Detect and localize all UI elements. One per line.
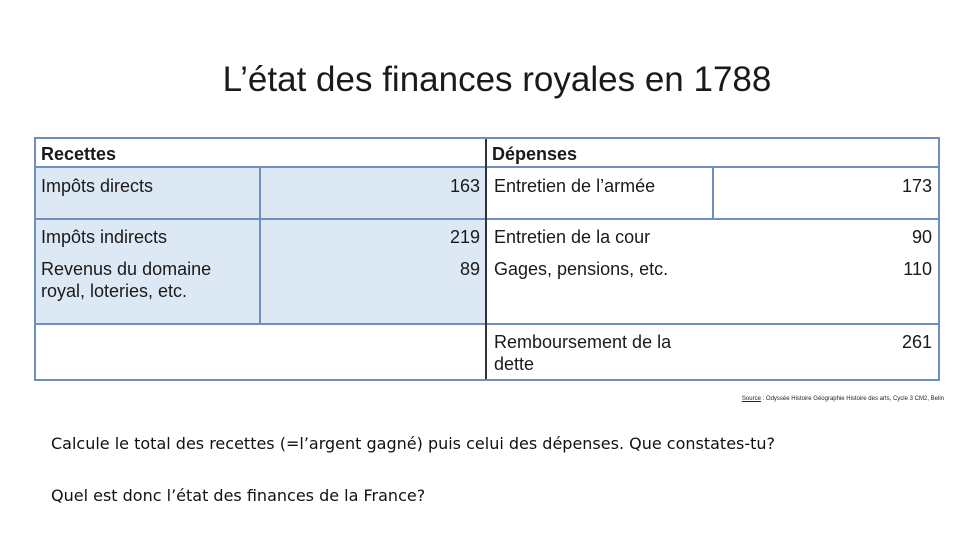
source-note <box>742 396 944 402</box>
depense-value: 110 <box>903 259 932 279</box>
header-recettes: Recettes <box>41 144 117 164</box>
recette-value: 163 <box>449 176 480 196</box>
depense-label: Gages, pensions, etc. <box>494 259 669 279</box>
question: Quel est donc l’état des finances de la France? <box>51 486 426 505</box>
source-text: : Odyssée Histoire Géographie Histoire des arts, Cycle 3 CM2, Belin <box>760 396 944 402</box>
header-depenses: Dépenses <box>492 144 578 164</box>
finances-table <box>34 137 940 381</box>
depense-value: 261 <box>901 332 932 352</box>
table-frame <box>34 137 940 381</box>
source-label: Source <box>741 396 761 402</box>
recette-label: Impôts directs <box>41 176 154 196</box>
depense-label: Remboursement de la dette <box>494 332 672 374</box>
recette-value: 219 <box>449 227 480 247</box>
question: Calcule le total des recettes (=l’argent gagné) puis celui des dépenses. Que constates-tu? <box>51 434 776 453</box>
depense-label: Entretien de la cour <box>494 227 651 247</box>
recette-value: 89 <box>459 259 480 279</box>
recette-label: Revenus du domaine royal, loteries, etc. <box>41 259 212 301</box>
depense-label: Entretien de l’armée <box>494 176 656 196</box>
recette-label: Impôts indirects <box>41 227 168 247</box>
depense-value: 173 <box>901 176 932 196</box>
page-title: L’état des finances royales en 1788 <box>222 60 772 99</box>
depense-value: 90 <box>911 227 932 247</box>
